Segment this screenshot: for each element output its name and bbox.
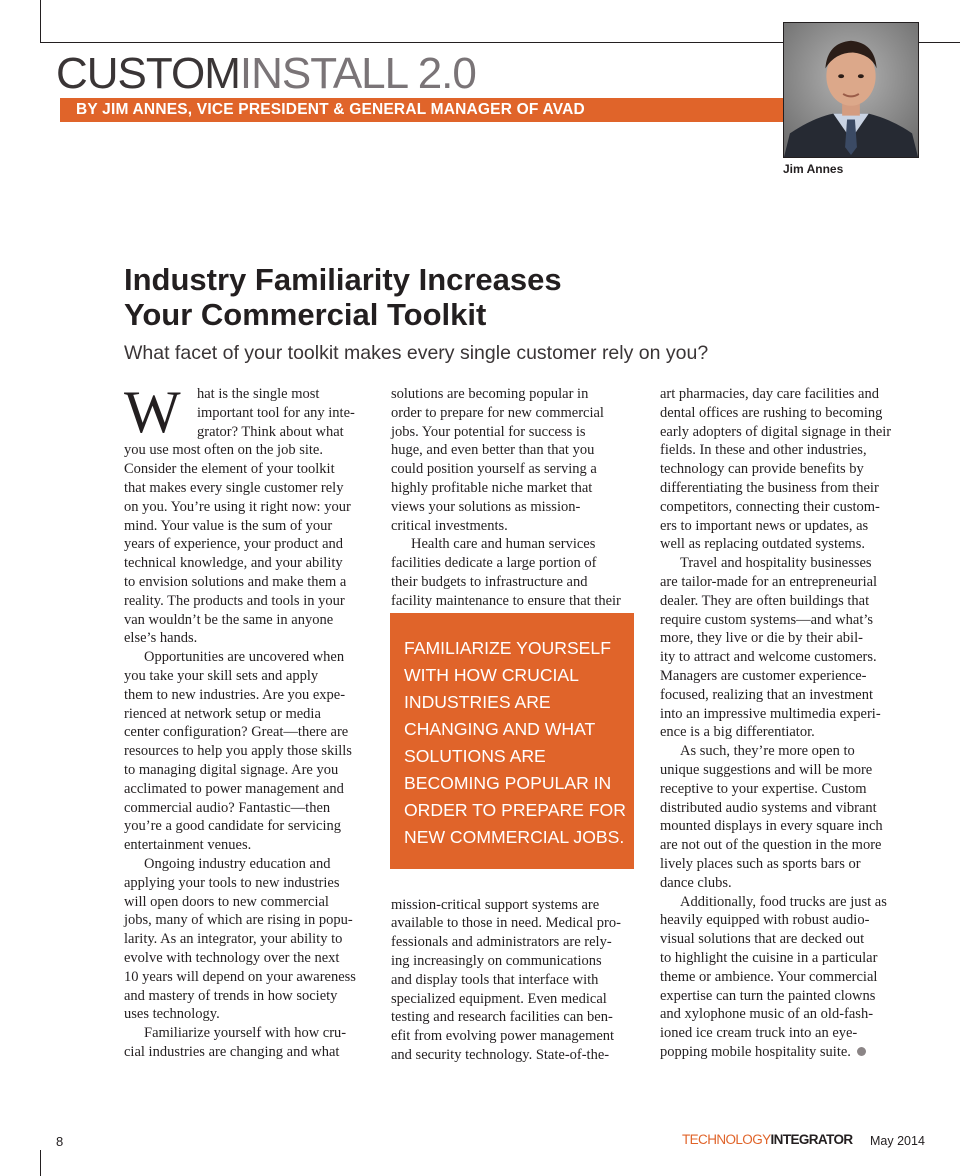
body-text-line: facility maintenance to ensure that their bbox=[391, 592, 621, 609]
body-text-line: dental offices are rushing to becoming bbox=[660, 404, 883, 421]
body-column-1 bbox=[124, 379, 376, 1062]
body-text-line: applying your tools to new industries bbox=[124, 874, 340, 891]
body-text-line: efit from evolving power management bbox=[391, 1028, 615, 1045]
magazine-logo-integrator: INTEGRATOR bbox=[770, 1132, 853, 1147]
body-text-line: mission-critical support systems are bbox=[391, 896, 600, 913]
body-text-line: more, they live or die by their abil- bbox=[660, 630, 863, 647]
issue-date: May 2014 bbox=[870, 1134, 925, 1148]
body-text-line: ity to attract and welcome customers. bbox=[660, 649, 877, 666]
headline-line: Your Commercial Toolkit bbox=[124, 297, 487, 332]
author-photo bbox=[783, 22, 919, 158]
body-text-line: into an impressive multimedia experi- bbox=[660, 705, 881, 722]
body-text-line: to managing digital signage. Are you bbox=[124, 761, 339, 778]
body-column-2-top bbox=[391, 385, 643, 611]
body-text-line: order to prepare for new commercial bbox=[391, 404, 604, 421]
pull-quote-line: ORDER TO PREPARE FOR bbox=[404, 800, 626, 820]
body-text-line: ioned ice cream truck into an eye- bbox=[660, 1025, 858, 1042]
pull-quote-line: CHANGING AND WHAT bbox=[404, 719, 596, 739]
pull-quote-line: FAMILIARIZE YOURSELF bbox=[404, 638, 611, 658]
end-of-article-mark bbox=[857, 1047, 866, 1056]
body-text-line: are tailor-made for an entrepreneurial bbox=[660, 573, 878, 590]
body-text-line: huge, and even better than that you bbox=[391, 442, 595, 459]
body-text-line: to highlight the cuisine in a particular bbox=[660, 949, 878, 966]
body-text-line: well as replacing outdated systems. bbox=[660, 536, 865, 553]
body-text-line: dealer. They are often buildings that bbox=[660, 592, 870, 609]
body-text-line: solutions are becoming popular in bbox=[391, 386, 589, 402]
body-text-line: technical knowledge, and your ability bbox=[124, 555, 343, 572]
body-text-line: available to those in need. Medical pro- bbox=[391, 915, 621, 932]
body-text-line: van wouldn’t be the same in anyone bbox=[124, 611, 334, 628]
pull-quote-line: SOLUTIONS ARE bbox=[404, 746, 546, 766]
body-text-line: evolve with technology over the next bbox=[124, 949, 340, 966]
article-deck: What facet of your toolkit makes every single customer rely on you? bbox=[124, 342, 709, 364]
column-title bbox=[56, 50, 476, 98]
author-portrait-image bbox=[784, 23, 918, 157]
pull-quote-line: INDUSTRIES ARE bbox=[404, 692, 551, 712]
body-text-line: heavily equipped with robust audio- bbox=[660, 912, 870, 929]
body-text-line: will open doors to new commercial bbox=[124, 893, 329, 910]
body-text-line: As such, they’re more open to bbox=[680, 743, 855, 760]
body-text-line: their budgets to infrastructure and bbox=[391, 573, 588, 590]
article-headline bbox=[124, 262, 744, 332]
body-text-line: you’re a good candidate for servicing bbox=[124, 818, 342, 835]
body-text-line: jobs. Your potential for success is bbox=[391, 423, 586, 440]
headline-line: Industry Familiarity Increases bbox=[124, 262, 562, 297]
body-text-line: rienced at network setup or media bbox=[124, 705, 321, 722]
drop-cap: W bbox=[124, 379, 181, 445]
body-text-line: resources to help you apply those skills bbox=[124, 743, 352, 760]
body-text-line: could position yourself as serving a bbox=[391, 461, 597, 478]
body-text-line: and xylophone music of an old-fash- bbox=[660, 1006, 874, 1023]
body-text-line: acclimated to power management and bbox=[124, 780, 344, 797]
body-text-line: testing and research facilities can ben- bbox=[391, 1009, 613, 1026]
body-text-line: them to new industries. Are you expe- bbox=[124, 686, 346, 703]
body-text-line: theme or ambience. Your commercial bbox=[660, 968, 878, 985]
body-text-line: views your solutions as mission- bbox=[391, 498, 581, 515]
body-text-line: fessionals and administrators are rely- bbox=[391, 934, 612, 951]
body-text-line: differentiating the business from their bbox=[660, 479, 879, 496]
body-text-line: art pharmacies, day care facilities and bbox=[660, 386, 879, 402]
pull-quote-line: NEW COMMERCIAL JOBS. bbox=[404, 827, 625, 847]
body-text-line-end bbox=[660, 1043, 912, 1062]
body-text-line: early adopters of digital signage in their bbox=[660, 423, 892, 440]
body-text-line: ence is a big differentiator. bbox=[660, 724, 815, 741]
page-left-rule bbox=[40, 1150, 41, 1176]
body-text-line: Managers are customer experience- bbox=[660, 667, 867, 684]
top-rule-horizontal-right bbox=[918, 42, 960, 43]
pull-quote-line: WITH HOW CRUCIAL bbox=[404, 665, 579, 685]
magazine-logo bbox=[682, 1132, 853, 1147]
body-text-line: and security technology. State-of-the- bbox=[391, 1046, 610, 1063]
body-text-line: that makes every single customer rely bbox=[124, 479, 344, 496]
body-text-line: expertise can turn the painted clowns bbox=[660, 987, 876, 1004]
body-text-line: Consider the element of your toolkit bbox=[124, 461, 335, 478]
body-text-line: facilities dedicate a large portion of bbox=[391, 555, 597, 572]
body-text-line: hat is the single most bbox=[197, 386, 320, 402]
body-text-line: require custom systems—and what’s bbox=[660, 611, 874, 628]
body-text-line: on you. You’re using it right now: your bbox=[124, 498, 351, 515]
body-text-line: reality. The products and tools in your bbox=[124, 592, 345, 609]
body-text-line: mind. Your value is the sum of your bbox=[124, 517, 333, 534]
body-text-line: Health care and human services bbox=[411, 536, 596, 553]
body-text-line: Familiarize yourself with how cru- bbox=[144, 1025, 347, 1042]
body-text-line: focused, realizing that an investment bbox=[660, 686, 873, 703]
body-text-line: you take your skill sets and apply bbox=[124, 667, 319, 684]
body-text-line: competitors, connecting their custom- bbox=[660, 498, 880, 515]
column-title-custom: CUSTOM bbox=[56, 49, 240, 98]
byline: BY JIM ANNES, VICE PRESIDENT & GENERAL MANAGER OF AVAD bbox=[76, 101, 585, 118]
body-text-line: dance clubs. bbox=[660, 874, 732, 891]
body-text-line: ing increasingly on communications bbox=[391, 952, 602, 969]
body-text-line: ers to important news or updates, as bbox=[660, 517, 869, 534]
body-text-line: highly profitable niche market that bbox=[391, 479, 593, 496]
body-column-3 bbox=[660, 385, 912, 1062]
column-title-install: INSTALL 2.0 bbox=[239, 49, 476, 98]
body-text-line: grator? Think about what bbox=[197, 423, 344, 440]
body-text-line: critical investments. bbox=[391, 517, 508, 534]
body-text-line: fields. In these and other industries, bbox=[660, 442, 867, 459]
body-text-line: else’s hands. bbox=[124, 630, 198, 647]
photo-caption: Jim Annes bbox=[783, 162, 844, 176]
pull-quote-text bbox=[404, 635, 626, 851]
body-text-line: unique suggestions and will be more bbox=[660, 761, 873, 778]
body-text-line: commercial audio? Fantastic—then bbox=[124, 799, 331, 816]
body-text-line: years of experience, your product and bbox=[124, 536, 344, 553]
body-text-line: uses technology. bbox=[124, 1006, 220, 1023]
body-text-line: Opportunities are uncovered when bbox=[144, 649, 345, 666]
body-text-line: popping mobile hospitality suite. bbox=[660, 1043, 851, 1060]
body-text-line: receptive to your expertise. Custom bbox=[660, 780, 867, 797]
body-text-line: larity. As an integrator, your ability to bbox=[124, 931, 343, 948]
body-text-line: center configuration? Great—there are bbox=[124, 724, 349, 741]
magazine-logo-technology: TECHNOLOGY bbox=[682, 1132, 771, 1147]
body-text-line: Travel and hospitality businesses bbox=[680, 555, 872, 572]
body-text-line: and display tools that interface with bbox=[391, 971, 599, 988]
body-text-line: entertainment venues. bbox=[124, 837, 252, 854]
body-text-line: technology can provide benefits by bbox=[660, 461, 864, 478]
body-text-line: specialized equipment. Even medical bbox=[391, 990, 607, 1007]
pull-quote-line: BECOMING POPULAR IN bbox=[404, 773, 612, 793]
body-text-line: to envision solutions and make them a bbox=[124, 573, 347, 590]
body-text-line: Additionally, food trucks are just as bbox=[680, 893, 887, 910]
top-rule-horizontal bbox=[40, 42, 784, 43]
body-text-line: mounted displays in every square inch bbox=[660, 818, 883, 835]
byline-bar bbox=[60, 98, 784, 122]
body-column-2-bottom bbox=[391, 896, 643, 1065]
body-text-line: and mastery of trends in how society bbox=[124, 987, 338, 1004]
body-text-line: lively places such as sports bars or bbox=[660, 855, 861, 872]
body-text-line: distributed audio systems and vibrant bbox=[660, 799, 877, 816]
pull-quote bbox=[390, 613, 634, 869]
body-text-line: cial industries are changing and what bbox=[124, 1043, 340, 1060]
body-text-line: Ongoing industry education and bbox=[144, 855, 331, 872]
body-text-line: you use most often on the job site. bbox=[124, 442, 323, 459]
top-rule-vertical bbox=[40, 0, 41, 42]
body-text-line: are not out of the question in the more bbox=[660, 837, 882, 854]
body-text-line: important tool for any inte- bbox=[197, 404, 355, 421]
body-text-line: visual solutions that are decked out bbox=[660, 931, 865, 948]
page-number: 8 bbox=[56, 1134, 64, 1149]
body-text-line: jobs, many of which are rising in popu- bbox=[124, 912, 353, 929]
body-text-line: 10 years will depend on your awareness bbox=[124, 968, 356, 985]
